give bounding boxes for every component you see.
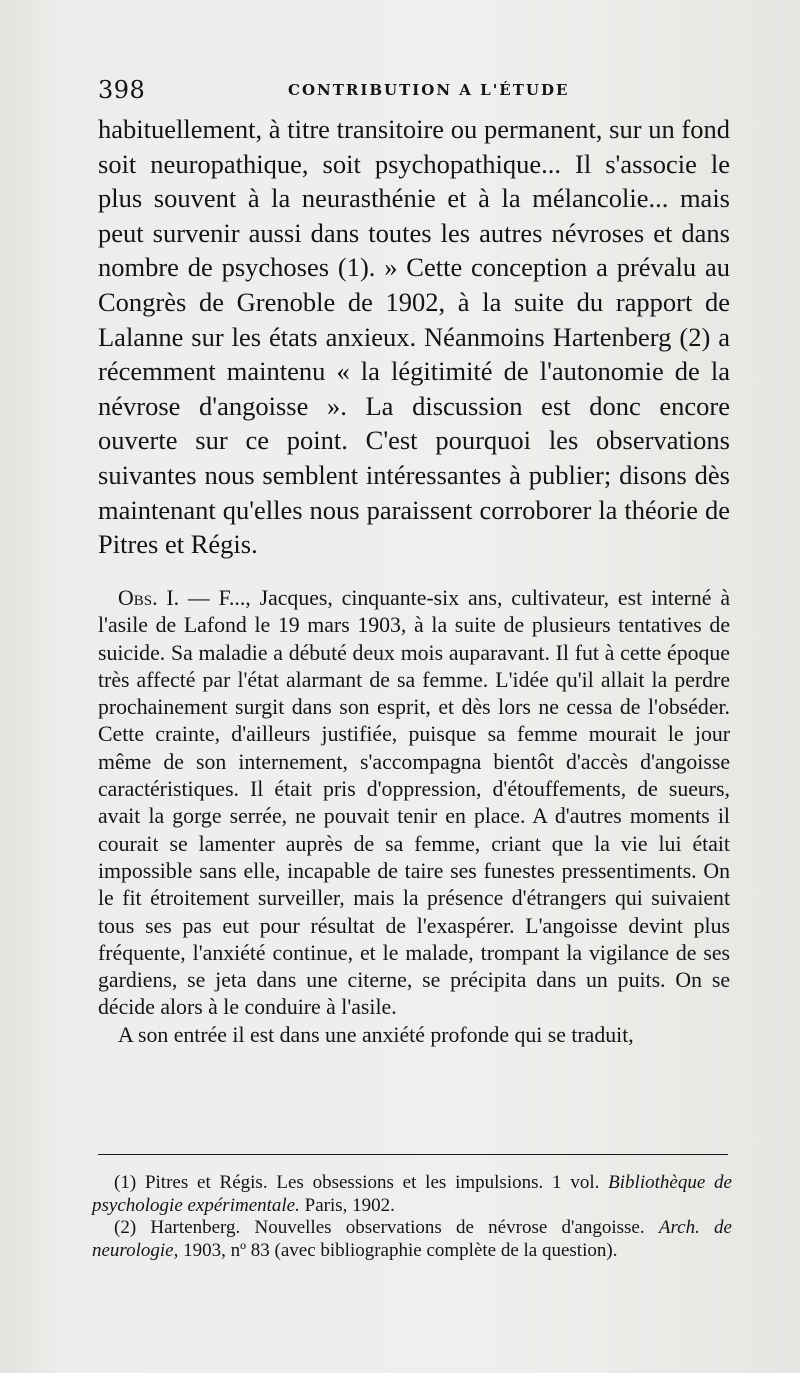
main-paragraph: habituellement, à titre transitoire ou permanent, sur un fond soit neuropathique, soit psychopathique... Il s'associe le plus souvent à la neurasthénie et à la mélancolie... mais peut survenir aussi dans toutes les autres névroses et dans nombre de psychoses (1). » Cette conception a prévalu au Congrès de Grenoble de 1902, à la suite du rapport de Lalanne sur les états anxieux. Néanmoins Hartenberg (2) a récemment maintenu « la légitimité de l'autonomie de la névrose d'angoisse ». La discussion est donc encore ouverte sur ce point. C'est pourquoi les observations suivantes nous semblent intéressantes à publier; disons dès maintenant qu'elles nous paraissent corroborer la théorie de Pitres et Régis. (98, 114, 730, 560)
footnote-1-text: (1) Pitres et Régis. Les obsessions et les impulsions. 1 vol. (114, 1172, 609, 1193)
footnote-1-title: Bibliothèque de psychologie expérimentale. (92, 1172, 732, 1216)
footnote-2-journal: Arch. de neurologie, (92, 1217, 732, 1261)
page-header (98, 76, 738, 106)
observation-label: Obs. I. (118, 586, 180, 610)
footnote-divider (98, 1154, 728, 1155)
observation-section (98, 585, 730, 1049)
footnote-2-text: (2) Hartenberg. Nouvelles observations de névrose d'angoisse. (114, 1217, 659, 1238)
observation-continuation: A son entrée il est dans une anxiété profonde qui se traduit, (118, 1022, 634, 1047)
footnote-1 (92, 1172, 732, 1217)
footnote-2-publication: 1903, nº 83 (avec bibliographie complète de la question). (178, 1239, 618, 1261)
running-title: CONTRIBUTION A L'ÉTUDE (288, 81, 570, 99)
footnote-1-publication: Paris, 1902. (299, 1194, 395, 1216)
body-text (98, 112, 730, 562)
page-number: 398 (98, 76, 146, 104)
observation-paragraph (98, 585, 730, 1022)
footnote-2 (92, 1217, 732, 1262)
observation-text: — F..., Jacques, cinquante-six ans, cultivateur, est interné à l'asile de Lafond le 19 mars 1903, à la suite de plusieurs tentatives de suicide. Sa maladie a débuté deux mois auparavant. Il fut à cette époque très affecté par l'état alarmant de sa femme. L'idée qu'il allait la perdre prochainement surgit dans son esprit, et dès lors ne cessa de l'obséder. Cette crainte, d'ailleurs justifiée, puisque sa femme mourait le jour même de son internement, s'accompagna bientôt d'accès d'angoisse caractéristiques. Il était pris d'oppression, d'étouffements, de sueurs, avait la gorge serrée, ne pouvait tenir en place. A d'autres moments il courait se lamenter auprès de sa femme, criant que la vie lui était impossible sans elle, incapable de taire ses funestes pressentiments. On le fit étroitement surveiller, mais la présence d'étrangers qui suivaient tous ses pas eut pour résultat de l'exaspérer. L'angoisse devint plus fréquente, l'anxiété continue, et le malade, trompant la vigilance de ses gardiens, se jeta dans une citerne, se précipita dans un puits. On se décide alors à le conduire à l'asile. (98, 586, 730, 1020)
footnotes (92, 1172, 732, 1262)
